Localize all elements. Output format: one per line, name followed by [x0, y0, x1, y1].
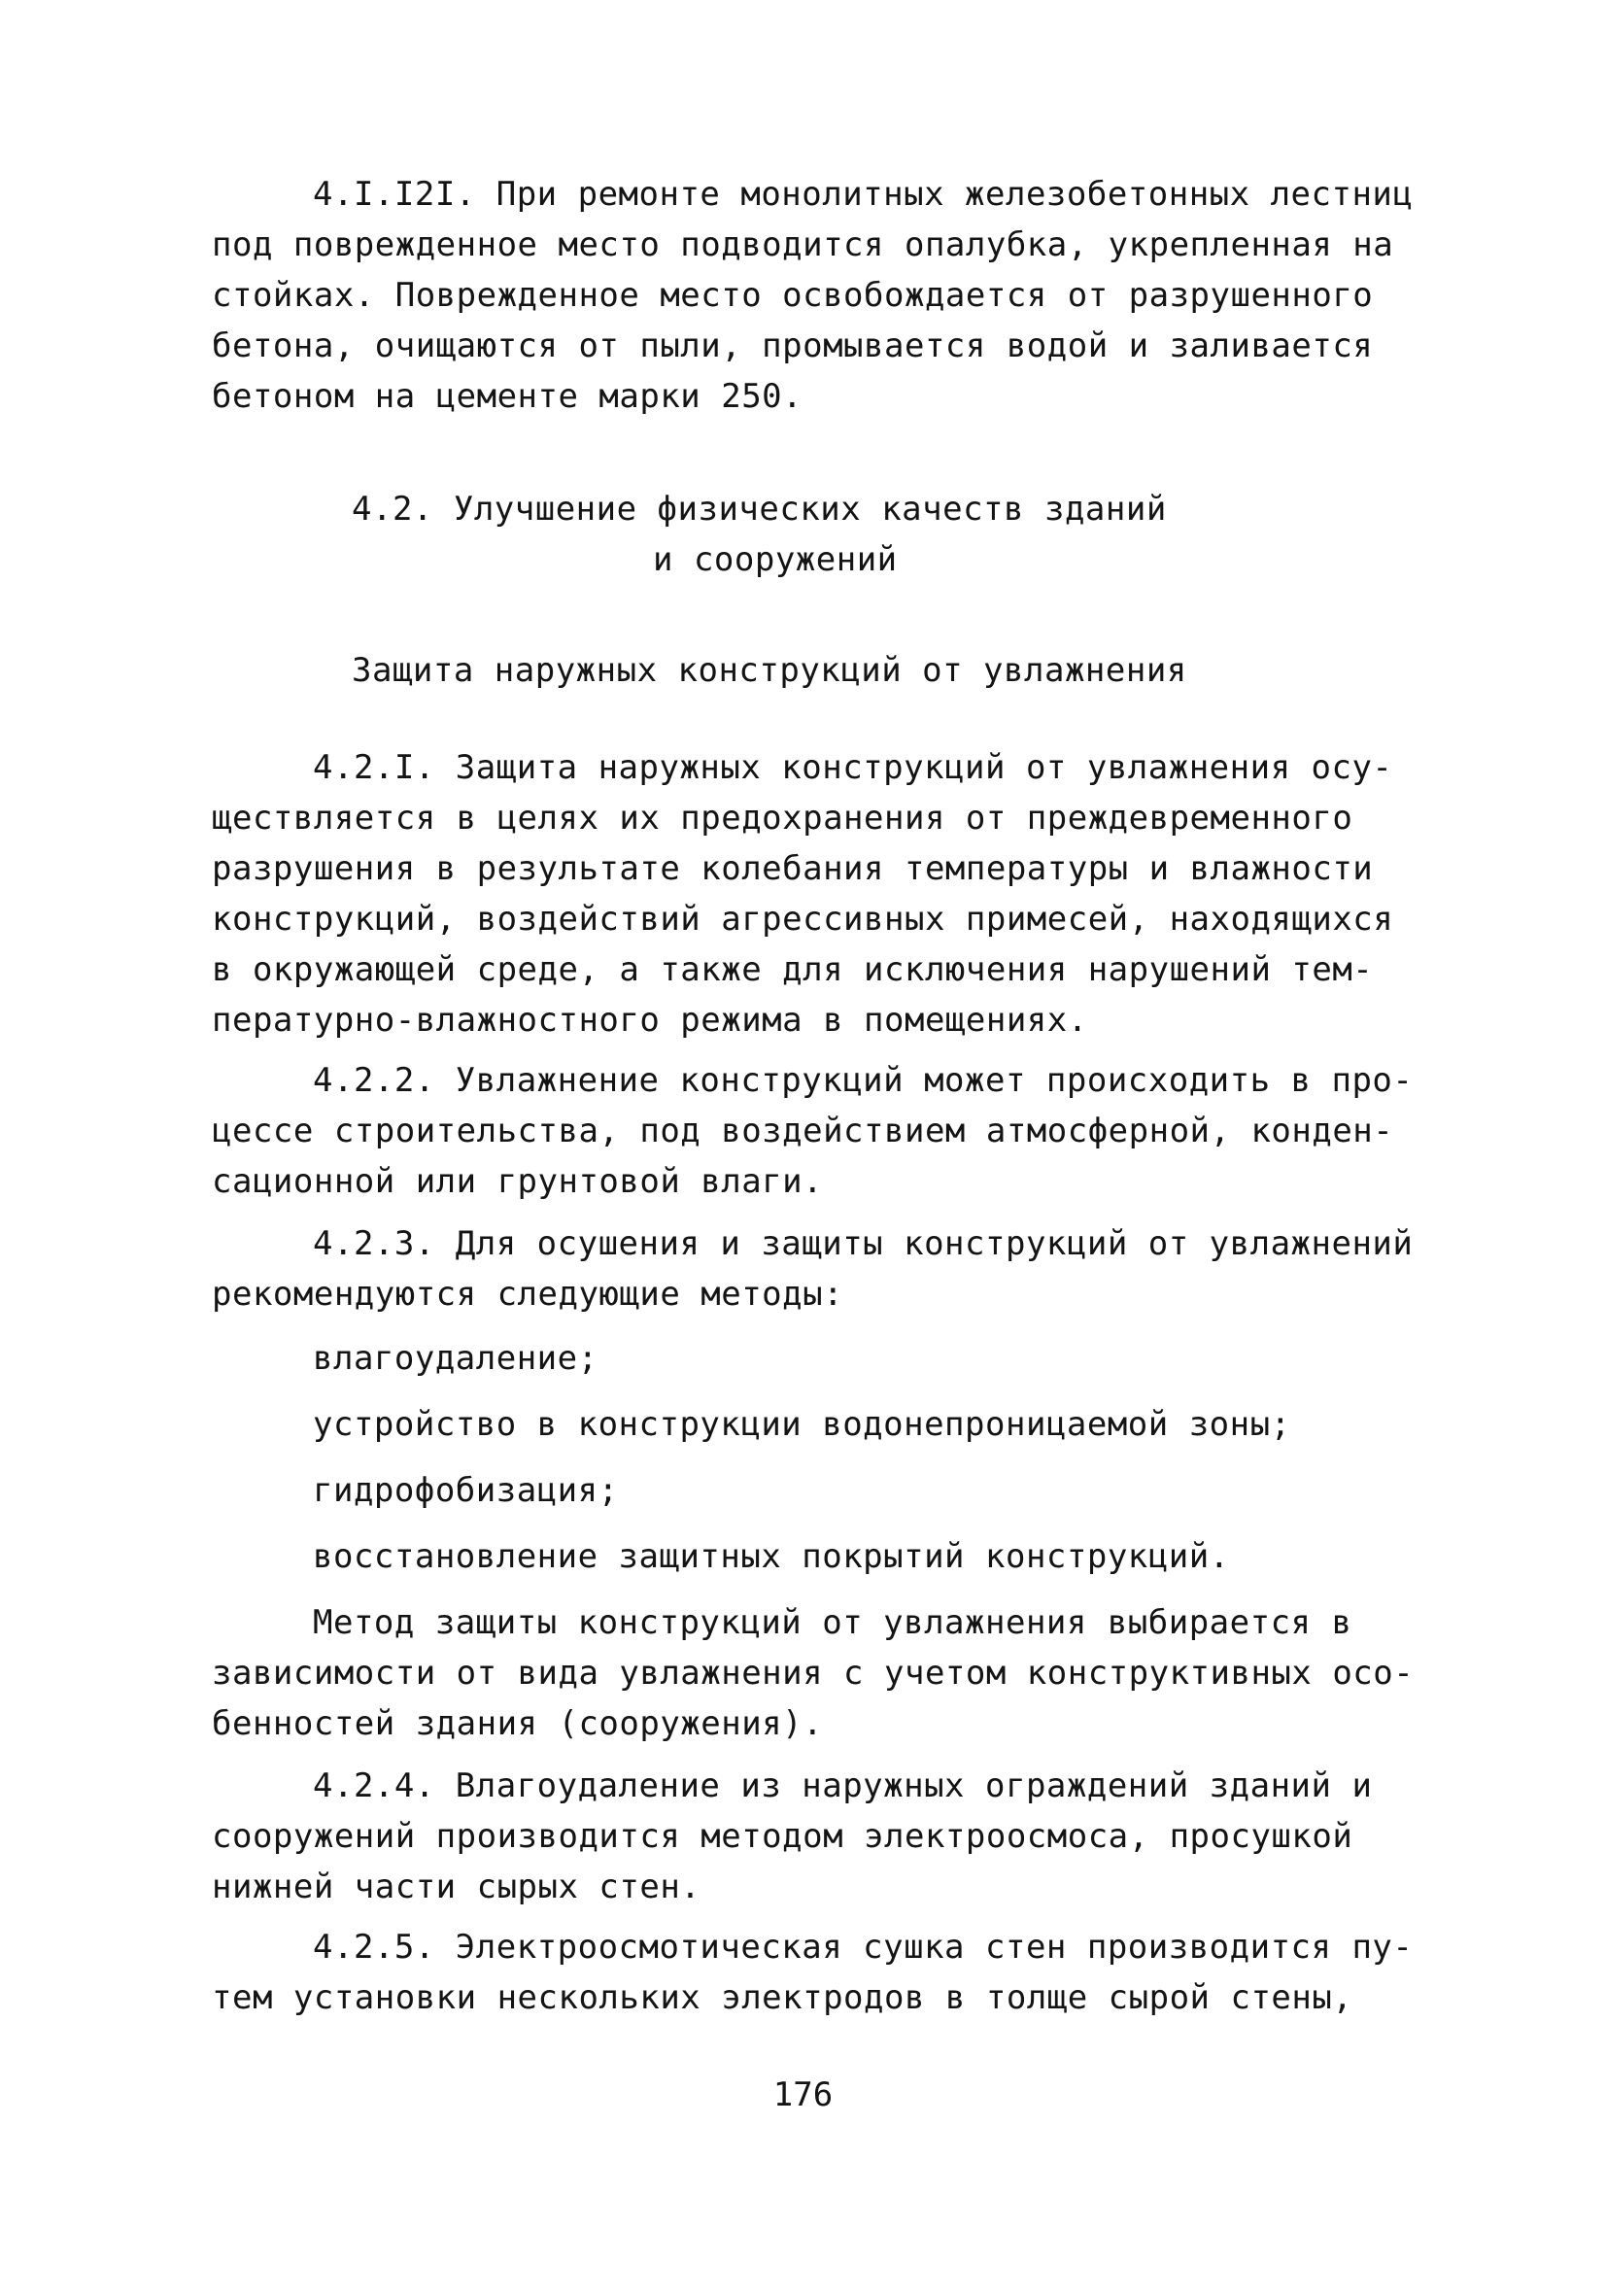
- section-heading-line-2: и сооружений: [653, 540, 898, 579]
- paragraph-line: бенностей здания (сооружения).: [212, 1704, 824, 1743]
- paragraph-line: бетона, очищаются от пыли, промывается водой и заливается: [212, 326, 1374, 365]
- paragraph-line: рекомендуются следующие методы:: [212, 1275, 844, 1314]
- paragraph-4-2-1: [212, 742, 1407, 1045]
- paragraph-line: разрушения в результате колебания температуры и влажности: [212, 849, 1374, 888]
- paragraph-line: 4.2.2. Увлажнение конструкций может происходить в про-: [313, 1061, 1414, 1100]
- list-item: устройство в конструкции водонепроницаемой зоны;: [313, 1405, 1291, 1444]
- list-item: влагоудаление;: [313, 1339, 598, 1378]
- page-number: 176: [772, 2075, 834, 2114]
- paragraph-line: в окружающей среде, а также для исключения нарушений тем-: [212, 950, 1374, 989]
- paragraph-4-2-5: [212, 1922, 1414, 2023]
- paragraph-4-2-4: [212, 1761, 1407, 1912]
- paragraph-line: ществляется в целях их предохранения от преждевременного: [212, 799, 1353, 838]
- paragraph-4-2-3: [212, 1218, 1414, 1319]
- paragraph-line: нижней части сырых стен.: [212, 1868, 701, 1906]
- paragraph-line: пературно-влажностного режима в помещениях.: [212, 1001, 1088, 1040]
- paragraph-line: конструкций, воздействий агрессивных примесей, находящихся: [212, 900, 1394, 939]
- paragraph-4-2-2: [212, 1055, 1414, 1207]
- paragraph-line: 4.2.4. Влагоудаление из наружных ограждений зданий и: [313, 1766, 1373, 1805]
- paragraph-line: Метод защиты конструкций от увлажнения выбирается в: [313, 1603, 1352, 1642]
- list-item: восстановление защитных покрытий конструкций.: [313, 1537, 1230, 1576]
- paragraph-line: 4.2.3. Для осушения и защиты конструкций от увлажнений: [313, 1224, 1414, 1263]
- paragraph-line: 4.2.I. Защита наружных конструкций от увлажнения осу-: [313, 748, 1393, 787]
- section-heading-line-1: 4.2. Улучшение физических качеств зданий: [352, 490, 1167, 529]
- paragraph-line: стойках. Поврежденное место освобождается от разрушенного: [212, 276, 1374, 315]
- paragraph-line: бетоном на цементе марки 250.: [212, 377, 803, 416]
- paragraph-4-1-121: [212, 169, 1414, 422]
- paragraph-line: зависимости от вида увлажнения с учетом конструктивных осо-: [212, 1654, 1415, 1693]
- paragraph-line: тем установки нескольких электродов в толще сырой стены,: [212, 1978, 1353, 2017]
- paragraph-line: 4.I.I2I. При ремонте монолитных железобетонных лестниц: [313, 175, 1414, 214]
- paragraph-line: сационной или грунтовой влаги.: [212, 1162, 824, 1201]
- paragraph-line: цессе строительства, под воздействием атмосферной, конден-: [212, 1112, 1394, 1150]
- paragraph-line: сооружений производится методом электроосмоса, просушкой: [212, 1817, 1353, 1856]
- list-item: гидрофобизация;: [313, 1471, 619, 1510]
- paragraph-line: под поврежденное место подводится опалубка, укрепленная на: [212, 225, 1394, 264]
- paragraph-method-choice: [212, 1597, 1415, 1749]
- subheading: Защита наружных конструкций от увлажнения: [352, 651, 1187, 690]
- paragraph-line: 4.2.5. Электроосмотическая сушка стен производится пу-: [313, 1928, 1414, 1967]
